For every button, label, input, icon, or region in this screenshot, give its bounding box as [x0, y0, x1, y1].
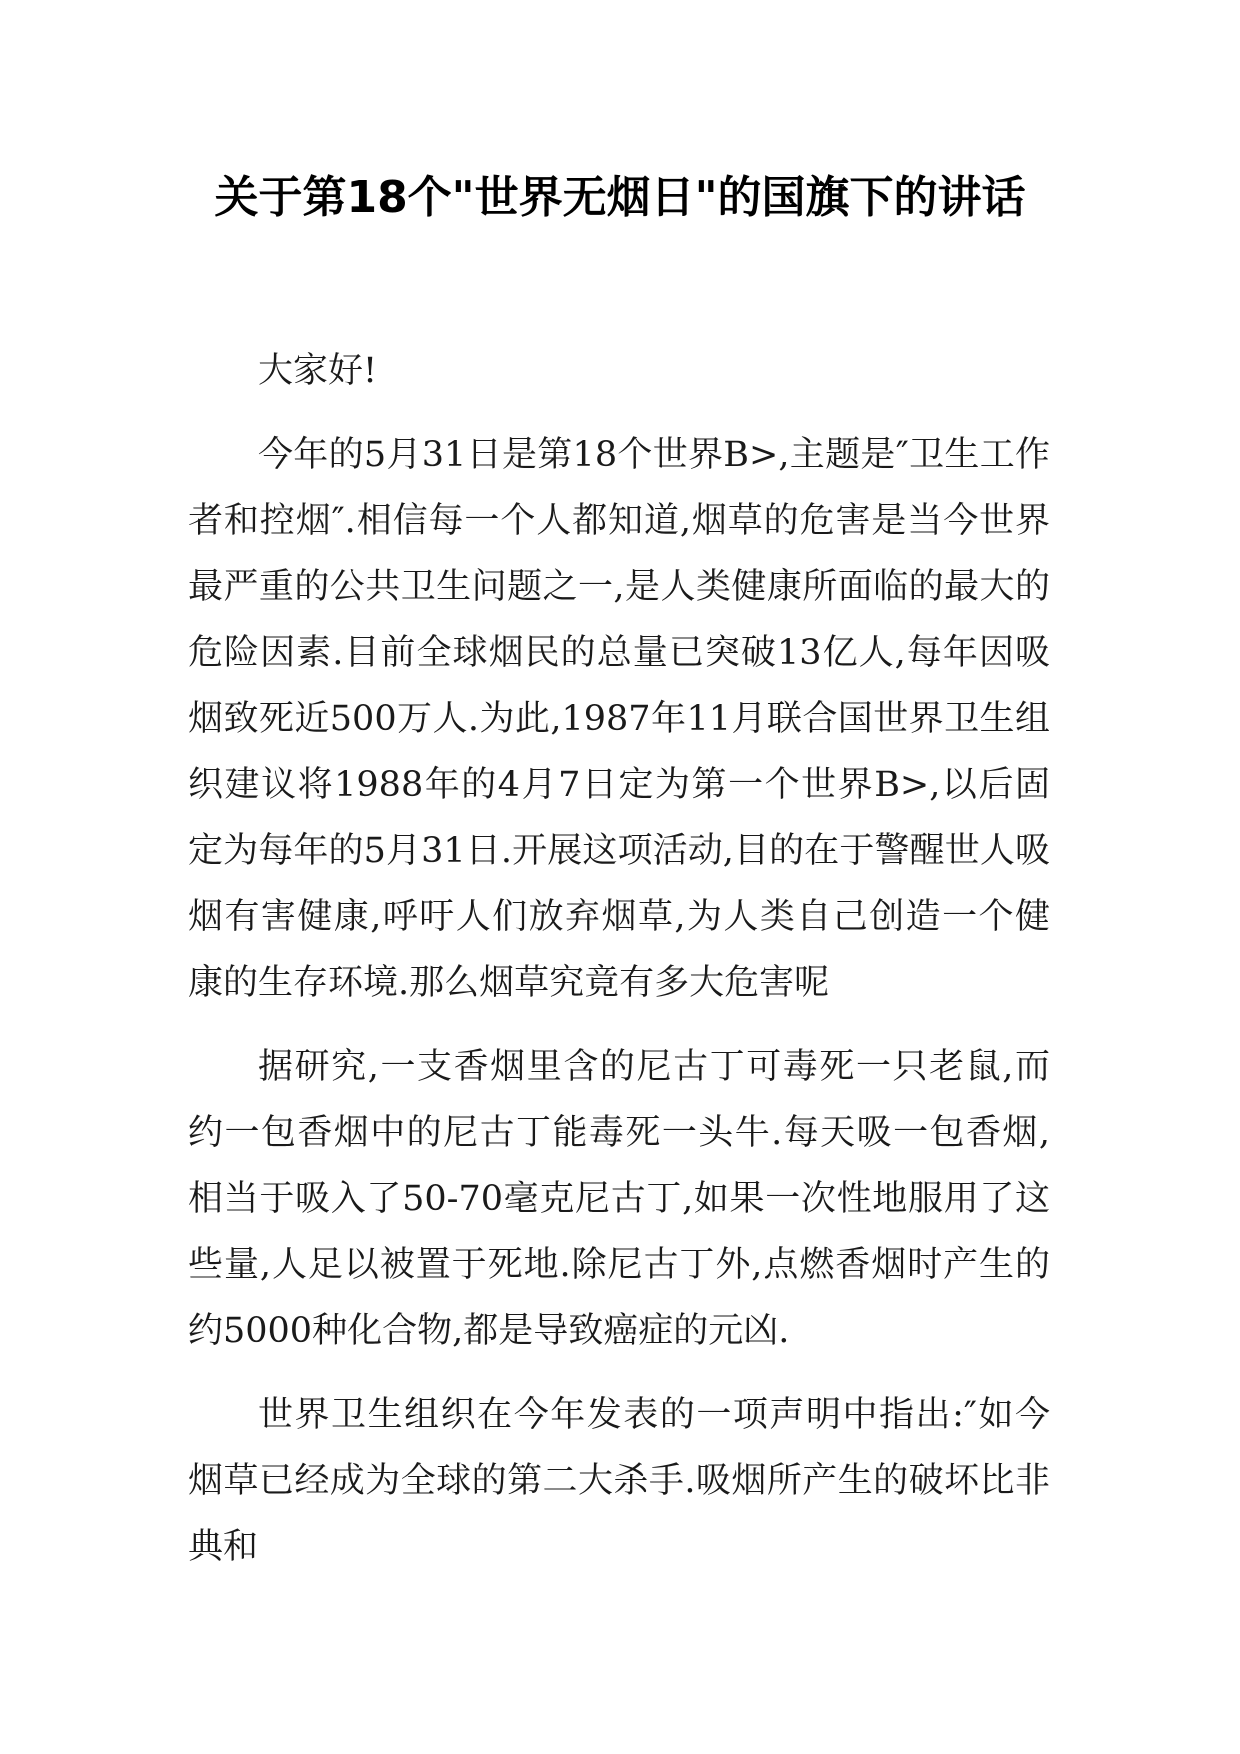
paragraph-introduction: 今年的5月31日是第18个世界B>,主题是″卫生工作者和控烟″.相信每一个人都知道,烟草的危害是当今世界最严重的公共卫生问题之一,是人类健康所面临的最大的危险因素.目前全球烟民的总量已突破13亿人,每年因吸烟致死近500万人.为此,1987年11月联合国世界卫生组织建议将1988年的4月7日定为第一个世界B>,以后固定为每年的5月31日.开展这项活动,目的在于警醒世人吸烟有害健康,呼吁人们放弃烟草,为人类自己创造一个健康的生存环境.那么烟草究竟有多大危害呢 — [188, 435, 1050, 1003]
document-body — [188, 338, 1050, 1598]
paragraph-who-statement: 世界卫生组织在今年发表的一项声明中指出:″如今烟草已经成为全球的第二大杀手.吸烟所产生的破坏比非典和 — [188, 1395, 1050, 1567]
paragraph-research: 据研究,一支香烟里含的尼古丁可毒死一只老鼠,而约一包香烟中的尼古丁能毒死一头牛.每天吸一包香烟,相当于吸入了50-70毫克尼古丁,如果一次性地服用了这些量,人足以被置于死地.除尼古丁外,点燃香烟时产生的约5000种化合物,都是导致癌症的元凶. — [188, 1047, 1050, 1351]
paragraph-greeting: 大家好! — [258, 351, 378, 391]
document-title: 关于第18个"世界无烟日"的国旗下的讲话 — [214, 172, 1026, 223]
